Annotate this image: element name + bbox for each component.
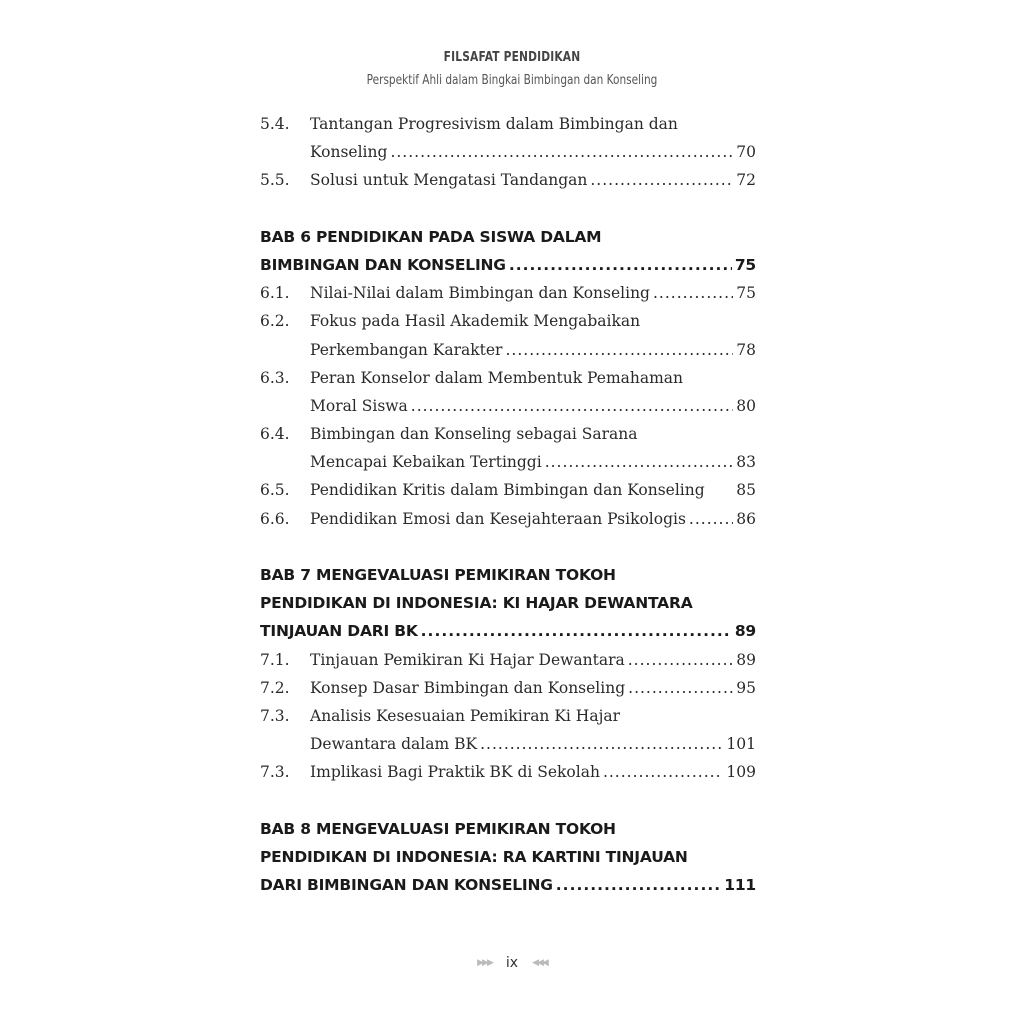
toc-line — [260, 674, 756, 702]
toc-line — [260, 307, 756, 335]
toc-entry[interactable] — [260, 758, 756, 786]
entry-title: Solusi untuk Mengatasi Tandangan — [310, 171, 588, 190]
dot-leader — [390, 138, 733, 166]
entry-number: 6.4. — [260, 425, 290, 444]
entry-page: 89 — [734, 622, 756, 641]
entry-page: 109 — [726, 763, 756, 782]
dot-leader — [480, 730, 723, 758]
toc-entry[interactable] — [260, 279, 756, 307]
entry-title: DARI BIMBINGAN DAN KONSELING — [260, 876, 553, 895]
dot-leader — [556, 871, 721, 899]
toc-entry[interactable] — [260, 110, 756, 166]
toc-line — [260, 871, 756, 899]
entry-title: Pendidikan Emosi dan Kesejahteraan Psikologis — [310, 509, 686, 528]
section-gap — [260, 195, 756, 223]
toc-chapter[interactable] — [260, 815, 756, 900]
entry-title: BAB 8 MENGEVALUASI PEMIKIRAN TOKOH — [260, 819, 616, 838]
toc-chapter[interactable] — [260, 223, 756, 279]
indent — [260, 336, 310, 364]
toc-entry[interactable] — [260, 674, 756, 702]
entry-page: 95 — [736, 678, 756, 697]
entry-title: Bimbingan dan Konseling sebagai Sarana — [310, 425, 638, 444]
entry-number: 7.3. — [260, 763, 290, 782]
left-arrows-ornament-icon: ◀◀◀ — [532, 958, 547, 968]
toc-line — [260, 476, 756, 504]
entry-title: PENDIDIKAN DI INDONESIA: RA KARTINI TINJAUAN — [260, 847, 688, 866]
dot-leader — [421, 617, 732, 645]
entry-title: Pendidikan Kritis dalam Bimbingan dan Konseling — [310, 481, 705, 500]
toc-line — [260, 251, 756, 279]
entry-page: 101 — [726, 735, 756, 754]
toc-line — [260, 505, 756, 533]
entry-title: BIMBINGAN DAN KONSELING — [260, 255, 506, 274]
dot-leader — [628, 646, 734, 674]
entry-page: 83 — [736, 453, 756, 472]
toc-line — [260, 364, 756, 392]
toc-line — [260, 561, 756, 589]
entry-number: 6.3. — [260, 368, 290, 387]
indent — [260, 448, 310, 476]
toc-line — [260, 730, 756, 758]
entry-number: 6.6. — [260, 509, 290, 528]
entry-title: PENDIDIKAN DI INDONESIA: KI HAJAR DEWANTARA — [260, 594, 693, 613]
entry-title: Konseling — [310, 143, 388, 162]
entry-page: 70 — [736, 143, 756, 162]
toc-line — [260, 336, 756, 364]
dot-leader — [411, 392, 733, 420]
entry-page: 72 — [736, 171, 756, 190]
dot-leader — [603, 758, 723, 786]
dot-leader — [505, 336, 733, 364]
toc-entry[interactable] — [260, 364, 756, 420]
indent — [260, 730, 310, 758]
entry-title: Dewantara dalam BK — [310, 735, 478, 754]
entry-title: Nilai-Nilai dalam Bimbingan dan Konseling — [310, 284, 650, 303]
page-footer — [0, 955, 1024, 971]
running-header-subtitle: Perspektif Ahli dalam Bingkai Bimbingan dan Konseling — [366, 72, 658, 88]
dot-leader — [509, 251, 732, 279]
dot-leader — [628, 674, 733, 702]
entry-title: Perkembangan Karakter — [310, 340, 503, 359]
toc-entry[interactable] — [260, 505, 756, 533]
indent — [260, 138, 310, 166]
toc-entry[interactable] — [260, 307, 756, 363]
toc-chapter[interactable] — [260, 561, 756, 646]
toc-line — [260, 110, 756, 138]
entry-page: 86 — [736, 509, 756, 528]
dot-leader — [653, 279, 733, 307]
entry-page: 111 — [724, 876, 756, 895]
entry-number: 7.1. — [260, 650, 290, 669]
toc-entry[interactable] — [260, 476, 756, 504]
entry-title: BAB 6 PENDIDIKAN PADA SISWA DALAM — [260, 227, 602, 246]
toc-line — [260, 589, 756, 617]
entry-title: Moral Siswa — [310, 396, 408, 415]
entry-title: Konsep Dasar Bimbingan dan Konseling — [310, 678, 626, 697]
toc-entry[interactable] — [260, 420, 756, 476]
toc-line — [260, 617, 756, 645]
toc-entry[interactable] — [260, 646, 756, 674]
entry-page: 89 — [736, 650, 756, 669]
toc-line — [260, 758, 756, 786]
entry-title: Fokus pada Hasil Akademik Mengabaikan — [310, 312, 641, 331]
entry-number: 6.1. — [260, 284, 290, 303]
entry-title: Mencapai Kebaikan Tertinggi — [310, 453, 542, 472]
entry-title: Implikasi Bagi Praktik BK di Sekolah — [310, 763, 600, 782]
toc-line — [260, 420, 756, 448]
section-gap — [260, 787, 756, 815]
section-gap — [260, 533, 756, 561]
entry-number: 6.5. — [260, 481, 290, 500]
entry-number: 7.2. — [260, 678, 290, 697]
dot-leader — [545, 448, 734, 476]
toc-line — [260, 702, 756, 730]
toc-line — [260, 279, 756, 307]
entry-title: Tantangan Progresivism dalam Bimbingan dan — [310, 115, 678, 133]
dot-leader — [590, 166, 733, 194]
entry-page: 75 — [736, 284, 756, 303]
entry-title: Tinjauan Pemikiran Ki Hajar Dewantara — [310, 650, 625, 669]
entry-page: 80 — [736, 396, 756, 415]
entry-number: 5.4. — [260, 115, 290, 133]
toc-line — [260, 223, 756, 251]
entry-page: 85 — [736, 481, 756, 500]
entry-title: Analisis Kesesuaian Pemikiran Ki Hajar — [310, 706, 621, 725]
entry-number: 6.2. — [260, 312, 290, 331]
toc-line — [260, 646, 756, 674]
dot-leader — [689, 505, 733, 533]
toc-entry[interactable] — [260, 166, 756, 194]
toc-line — [260, 138, 756, 166]
toc-line — [260, 815, 756, 843]
entry-page: 75 — [734, 255, 756, 274]
entry-number: 5.5. — [260, 171, 290, 190]
entry-number: 7.3. — [260, 706, 290, 725]
toc-entry[interactable] — [260, 702, 756, 758]
entry-title: Peran Konselor dalam Membentuk Pemahaman — [310, 368, 684, 387]
toc-line — [260, 392, 756, 420]
running-header-title: FILSAFAT PENDIDIKAN — [443, 50, 581, 65]
indent — [260, 392, 310, 420]
table-of-contents — [260, 110, 756, 899]
toc-line — [260, 166, 756, 194]
entry-title: TINJAUAN DARI BK — [260, 622, 418, 641]
toc-line — [260, 448, 756, 476]
entry-page: 78 — [736, 340, 756, 359]
right-arrows-ornament-icon: ▶▶▶ — [477, 958, 492, 968]
toc-line — [260, 843, 756, 871]
page-number: ix — [505, 955, 519, 971]
entry-title: BAB 7 MENGEVALUASI PEMIKIRAN TOKOH — [260, 566, 616, 584]
